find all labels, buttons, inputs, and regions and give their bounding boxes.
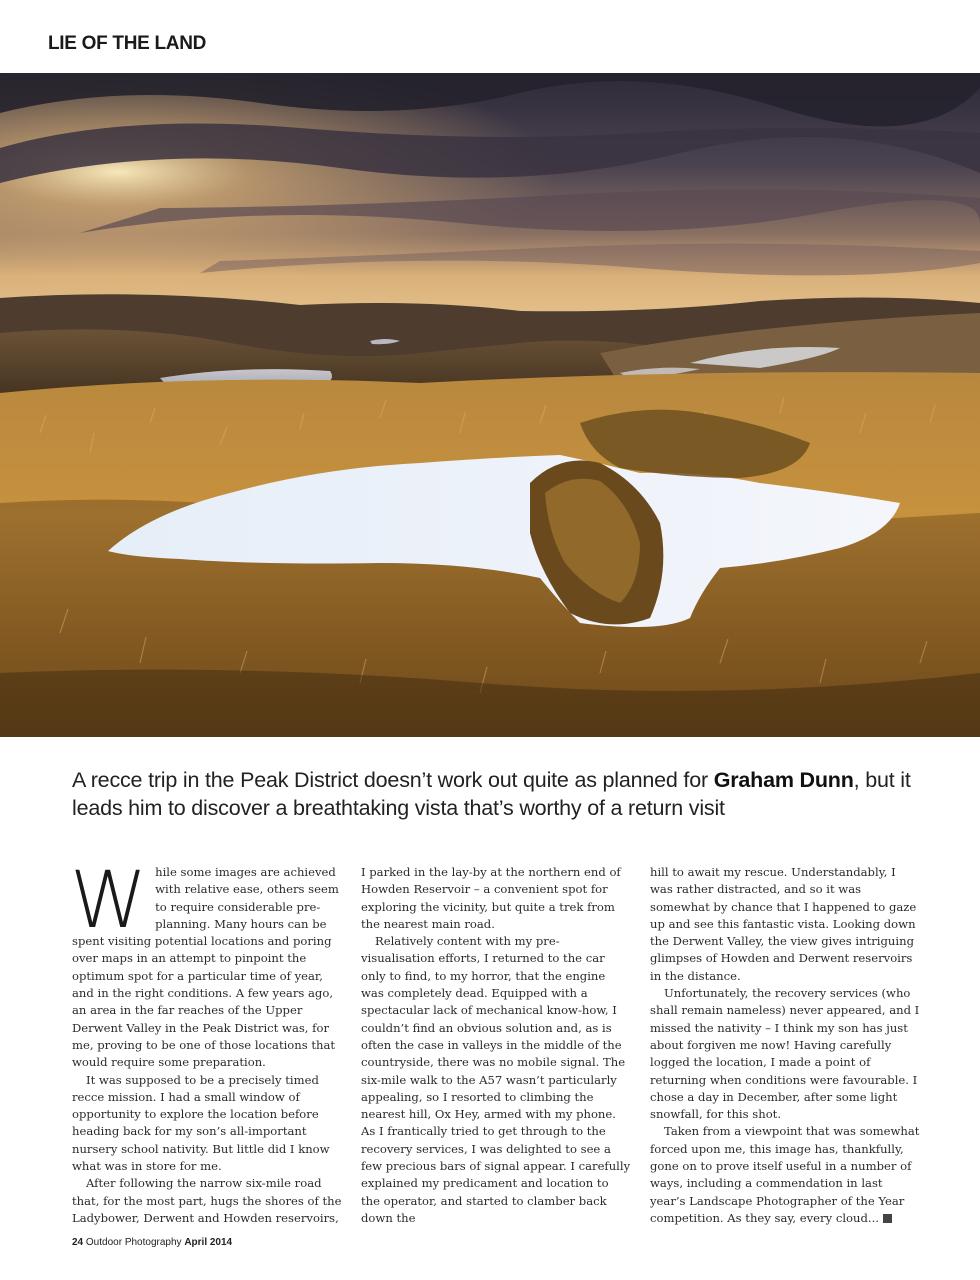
end-mark-icon (883, 1214, 892, 1223)
standfirst-part2: , but it leads him to discover a breathtaking vista that’s worthy of a return visit (72, 768, 911, 820)
issue-date: April 2014 (184, 1237, 233, 1248)
body-paragraph: hill to await my rescue. Understandably, I was rather distracted, and so it was somewhat by chance that I happened to gaze up and see this fantastic vista. Looking down the Derwent Valley, the view gives intriguing glimpses of Howden and Derwent reservoirs in the distance. (650, 865, 917, 983)
section-title: LIE OF THE LAND (48, 33, 207, 54)
author-name: Graham Dunn (713, 768, 854, 792)
body-paragraph: It was supposed to be a precisely timed recce mission. I had a small window of opportunity to explore the location before heading back for my son’s all-important nursery school nativity. But little did I know what was in store for me. (72, 1072, 330, 1174)
paragraph-text: Taken from a viewpoint that was somewhat forced upon me, this image has, thankfully, gone on to prove itself useful in a number of ways, including a commendation in last year’s Landscape Photographer of the Year competition. As they say, every cloud... (650, 1124, 920, 1225)
body-paragraph (650, 1123, 920, 1227)
standfirst (72, 766, 952, 822)
landscape-photo (0, 73, 980, 737)
body-column-3 (650, 864, 920, 1227)
page-number: 24 (72, 1237, 84, 1248)
paragraph-text: hile some images are achieved with relative ease, others seem to require considerable pre-planning. Many hours can be spent visiting potential locations and poring over maps in an attempt to pinpoint the optimum spot for a particular time of year, and in the right conditions. A few years ago, an area in the far reaches of the Upper Derwent Valley in the Peak District was, for me, proving to be one of those locations that would require some preparation. (72, 865, 339, 1070)
body-paragraph: Relatively content with my pre-visualisation efforts, I returned to the car only to find, to my horror, that the engine was completely dead. Equipped with a spectacular lack of mechanical know-how, I couldn’t find an obvious solution and, as is often the case in valleys in the middle of the countryside, there was no mobile signal. The six-mile walk to the A57 wasn’t particularly appealing, so I resorted to climbing the nearest hill, Ox Hey, armed with my phone. As I frantically tried to get through to the recovery services, I was delighted to see a few precious bars of signal appear. I carefully explained my predicament and location to the operator, and started to clamber back down the (361, 934, 631, 1225)
body-paragraph: I parked in the lay-by at the northern end of Howden Reservoir – a convenient spot for exploring the vicinity, but quite a trek from the nearest main road. (361, 865, 621, 931)
body-column-2 (361, 864, 631, 1227)
body-paragraph (70, 856, 342, 1072)
body-paragraph: Unfortunately, the recovery services (who shall remain nameless) never appeared, and I missed the nativity – I think my son has just about forgiven me now! Having carefully logged the location, I made a point of returning when conditions were favourable. I chose a day in December, after some light snowfall, for this shot. (650, 986, 920, 1122)
body-paragraph: After following the narrow six-mile road that, for the most part, hugs the shores of the Ladybower, Derwent and Howden reservoirs, (72, 1176, 342, 1225)
body-column-1 (70, 856, 342, 1227)
page-footer (72, 1237, 232, 1248)
magazine-name: Outdoor Photography (85, 1237, 182, 1248)
drop-cap: W (70, 856, 148, 946)
standfirst-part1: A recce trip in the Peak District doesn’t work out quite as planned for (72, 768, 714, 792)
